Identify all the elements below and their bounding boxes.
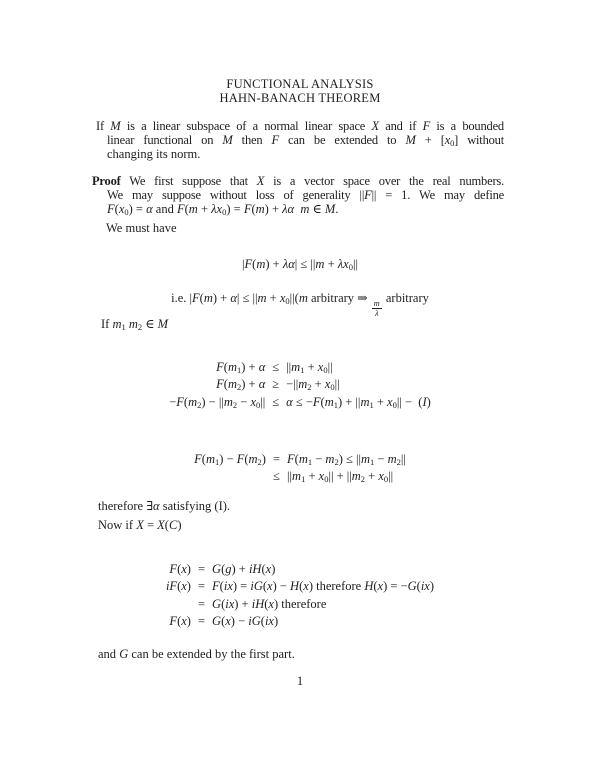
equation-norm-bound: $|F(m) + \lambda\alpha| \le ||m + \lambda x_0||$ — [241, 257, 358, 273]
eq-left-expression — [194, 468, 266, 485]
eq-relation: = — [197, 613, 206, 628]
eq-left-expression: F(x) — [169, 613, 191, 628]
aligned-equations — [194, 451, 406, 486]
document-title — [0, 77, 600, 105]
eq-left-expression: $-F(m_2) - ||m_2 - x_0||$ — [169, 394, 266, 410]
proof-paragraph — [92, 174, 504, 217]
we-must-have-line: We must have — [106, 221, 177, 235]
eq-relation: = — [197, 579, 206, 594]
aligned-equations — [166, 561, 434, 630]
eq-right-expression: F(ix) = iG(x) − H(x) therefore H(x) = −G(ix) — [212, 579, 435, 594]
if-m1-m2-line: If $m_1$ $m_2$ ∈ M — [101, 317, 169, 333]
proof-line-3: $F(x_0) = \alpha$ and $F(m + \lambda x_0) = F(m) + \lambda\alpha$ m ∈ M. — [107, 202, 339, 218]
theorem-statement — [96, 119, 504, 162]
eq-relation: = — [197, 596, 206, 611]
theorem-line-2: linear functional on M then F can be extended to $M + [x_0]$ without — [107, 133, 504, 149]
eq-left-expression: F(x) — [169, 562, 191, 576]
page-number: 1 — [296, 674, 304, 688]
eq-left-expression: $F(m_1) - F(m_2)$ — [194, 452, 266, 468]
eq-right-expression: $\alpha \le -F(m_1) + ||m_1 + x_0||$ − (I) — [286, 394, 431, 410]
equation-block-difference — [0, 451, 600, 486]
now-if-line: Now if X = X(C) — [98, 518, 182, 532]
equation-block-I — [0, 359, 600, 411]
eq-relation: ≤ — [272, 394, 280, 409]
equation-ie-arbitrary: i.e. $|F(m) + \alpha| \le ||m + x_0||(m$ arbitrary ⇒ $\frac{m}{\lambda}$ arbitrary — [171, 291, 429, 319]
eq-right-expression: G(g) + iH(x) — [212, 562, 276, 576]
eq-relation: = — [197, 562, 206, 576]
eq-left-expression: $F(m_1) + \alpha$ — [216, 360, 266, 376]
proof-line-2: We may suppose without loss of generality ||F|| = 1. We may define — [107, 188, 504, 203]
eq-left-expression: $F(m_2) + \alpha$ — [216, 377, 266, 393]
eq-relation: ≥ — [272, 377, 280, 392]
aligned-equations — [169, 359, 431, 411]
eq-relation: = — [272, 452, 281, 466]
proof-line-1: Proof We first suppose that X is a vector space over the real numbers. — [92, 174, 504, 188]
theorem-line-1: If M is a linear subspace of a normal linear space X and if F is a bounded — [96, 119, 504, 133]
therefore-line: therefore ∃α satisfying (I). — [98, 499, 231, 513]
eq-right-expression: $||m_1 + x_0|| + ||m_2 + x_0||$ — [287, 469, 394, 485]
eq-right-expression: G(ix) + iH(x) therefore — [212, 596, 327, 611]
title-line-2: HAHN-BANACH THEOREM — [219, 91, 381, 105]
equation-block-complex — [0, 561, 600, 630]
eq-right-expression: $F(m_1 - m_2) \le ||m_1 - m_2||$ — [287, 452, 406, 468]
eq-relation: ≤ — [272, 360, 280, 374]
title-line-1: FUNCTIONAL ANALYSIS — [226, 77, 374, 91]
theorem-line-3: changing its norm. — [107, 147, 201, 162]
eq-right-expression: $-||m_2 + x_0||$ — [286, 377, 340, 393]
conclusion-line: and G can be extended by the first part. — [98, 647, 295, 661]
eq-right-expression: $||m_1 + x_0||$ — [286, 360, 333, 376]
eq-left-expression — [166, 596, 191, 613]
eq-right-expression: G(x) − iG(ix) — [212, 613, 279, 628]
eq-relation: ≤ — [273, 469, 280, 484]
eq-left-expression: iF(x) — [165, 579, 191, 594]
